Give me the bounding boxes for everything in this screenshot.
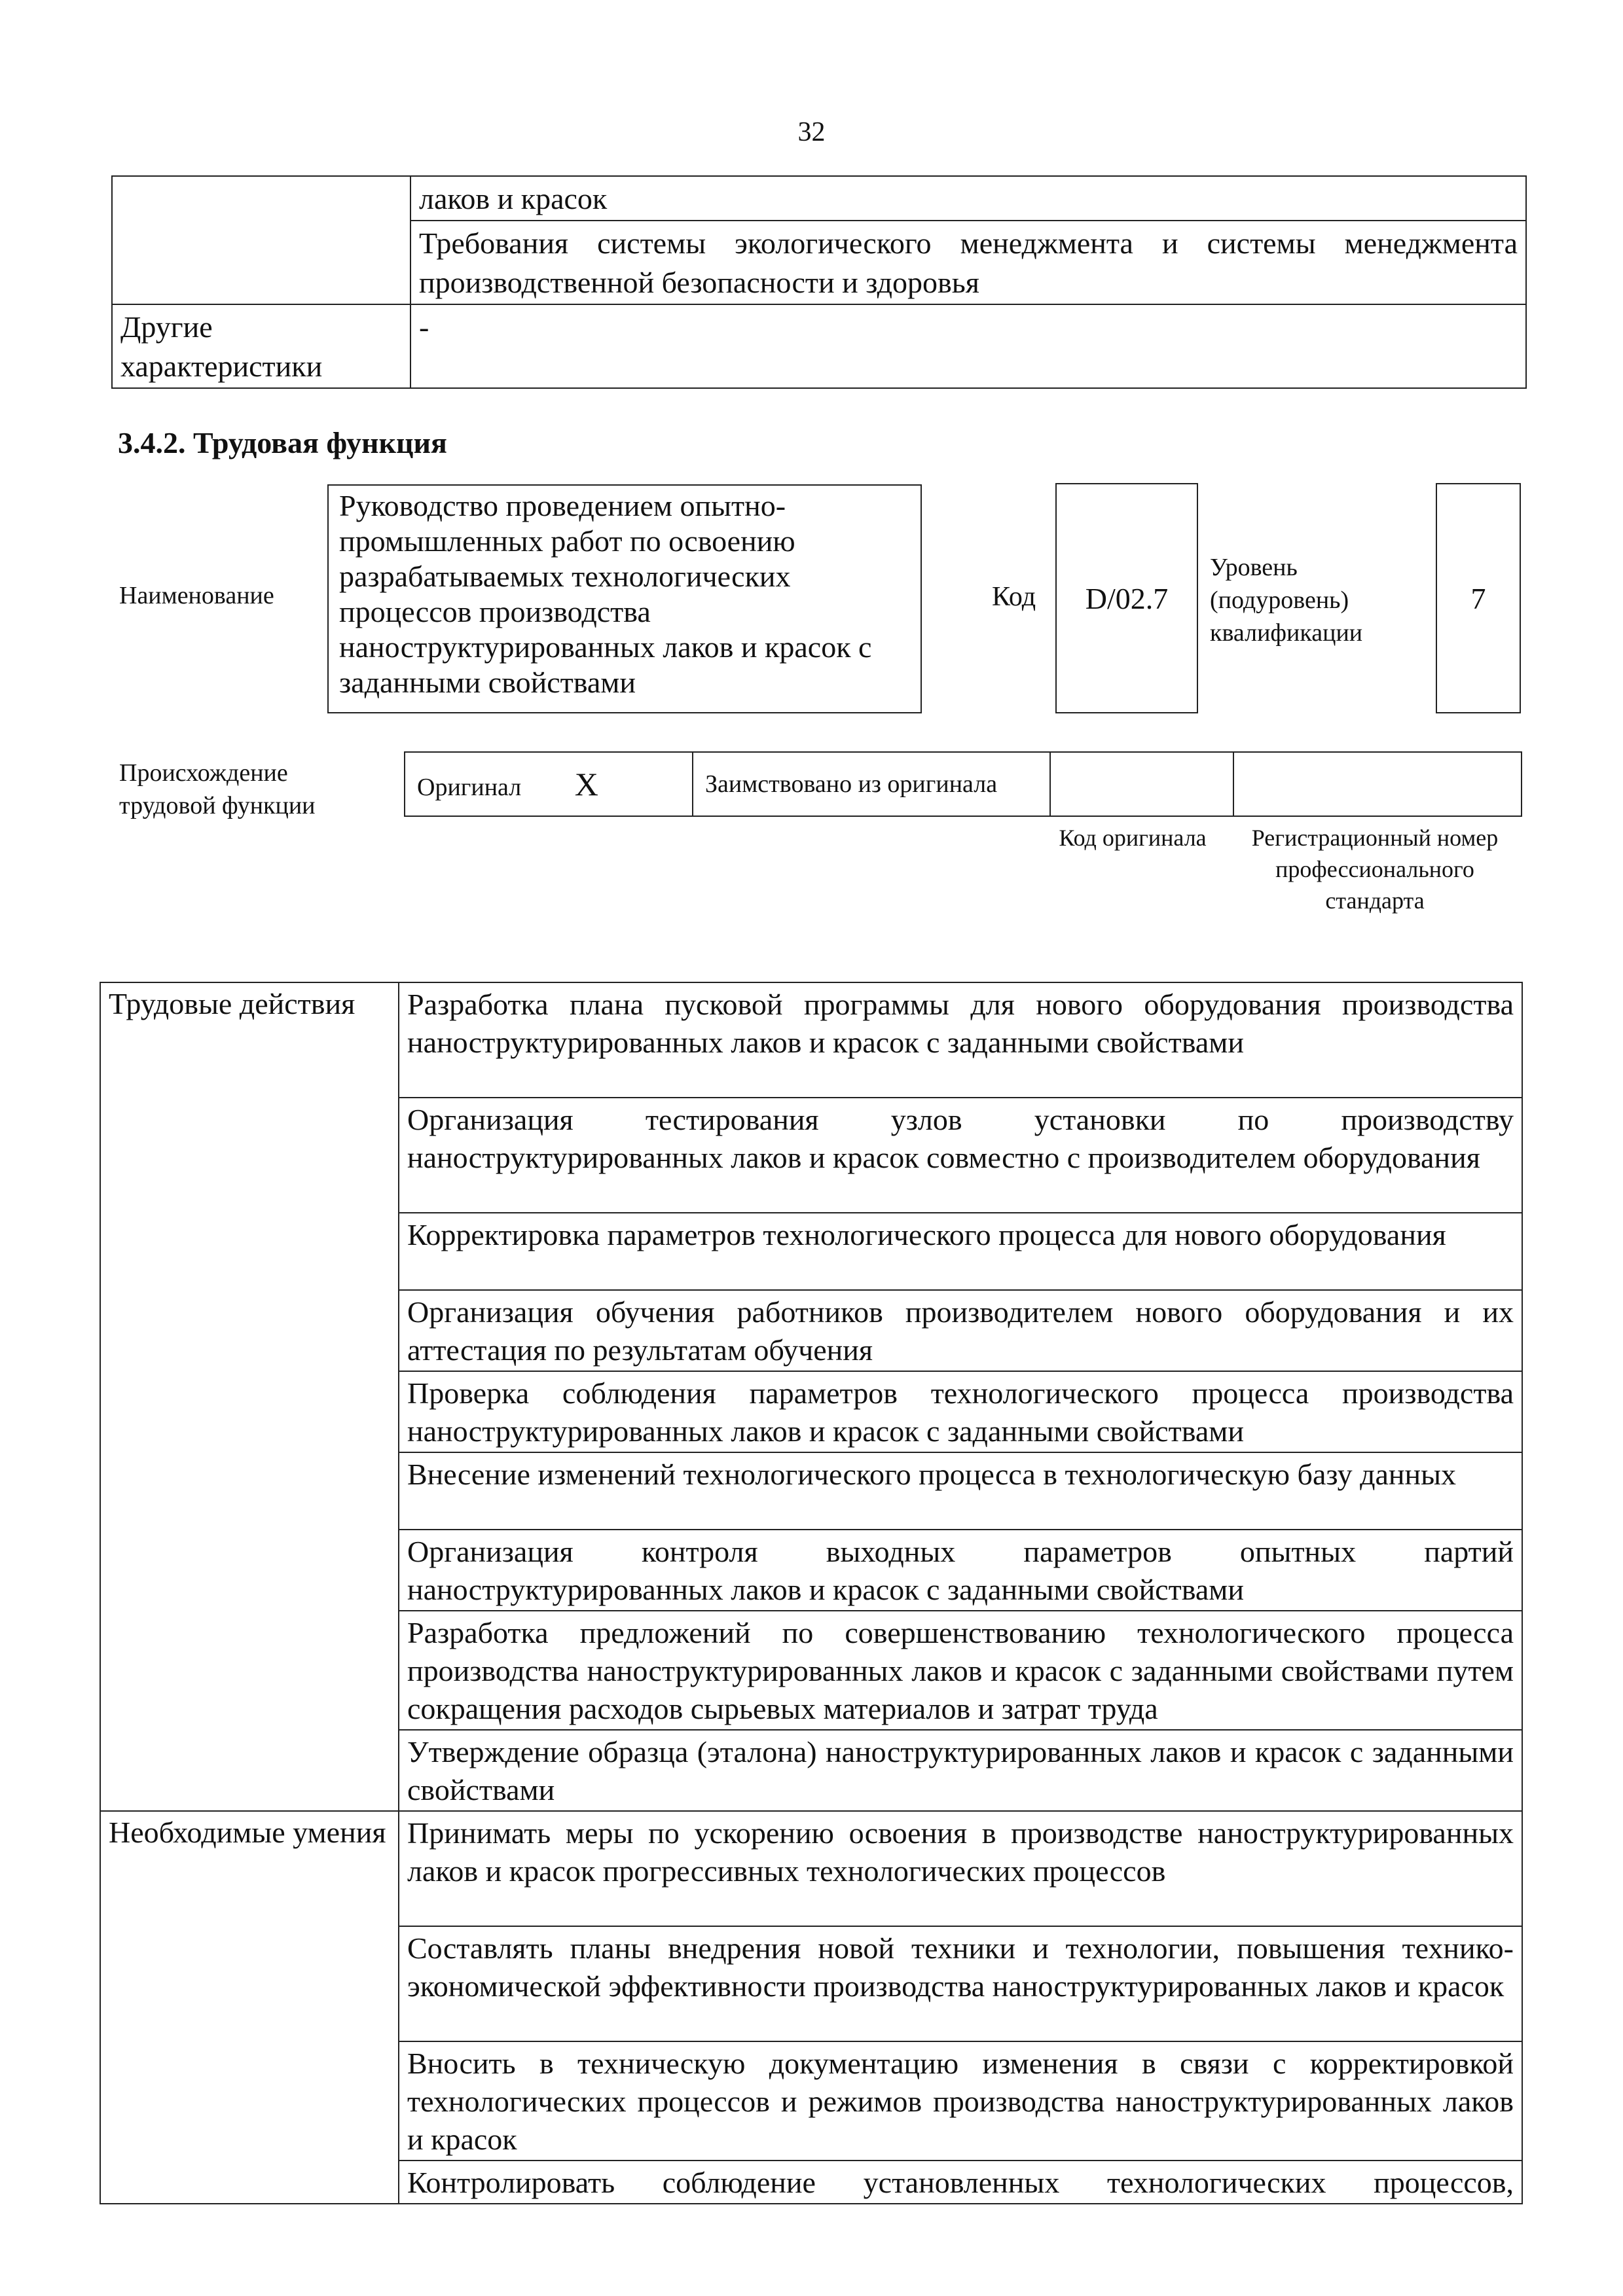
table-cell: Вносить в техническую документацию изменения в связи с корректировкой технологических процессов и режимов производства наноструктурированных лаков и красок	[399, 2041, 1522, 2161]
original-label: Оригинал	[417, 774, 522, 801]
reg-number-caption: Регистрационный номер профессионального стандарта	[1251, 825, 1499, 914]
code-original-caption: Код оригинала	[1059, 825, 1207, 851]
origin-reg-cell	[1233, 752, 1522, 816]
original-mark: X	[574, 766, 598, 802]
table-row	[112, 176, 1526, 221]
table-row	[405, 752, 1522, 816]
table-cell: Внесение изменений технологического процесса в технологическую базу данных	[399, 1452, 1522, 1530]
table-cell: Организация контроля выходных параметров опытных партий наноструктурированных лаков и красок с заданными свойствами	[399, 1530, 1522, 1611]
group-label-skills: Необходимые умения	[100, 1811, 399, 2204]
origin-borrowed-label: Заимствовано из оригинала	[693, 752, 1050, 816]
table-row	[100, 982, 1522, 1098]
table-cell: Проверка соблюдения параметров технологического процесса производства наноструктурированных лаков и красок с заданными свойствами	[399, 1371, 1522, 1452]
origin-label: Происхождение трудовой функции	[119, 759, 316, 819]
table-cell: Составлять планы внедрения новой техники и технологии, повышения технико-экономической эффективности производства наноструктурированных лаков и красок	[399, 1926, 1522, 2041]
table-row	[112, 304, 1526, 388]
page-number: 32	[797, 117, 826, 147]
level-label: Уровень (подуровень) квалификации	[1210, 554, 1363, 647]
table-cell: Утверждение образца (эталона) наноструктурированных лаков и красок с заданными свойствами	[399, 1730, 1522, 1811]
group-label-actions: Трудовые действия	[100, 982, 399, 1811]
top-table-cell: -	[410, 304, 1526, 388]
section-title: 3.4.2. Трудовая функция	[118, 426, 447, 459]
table-cell: Организация обучения работников производителем нового оборудования и их аттестация по результатам обучения	[399, 1290, 1522, 1371]
table-cell: Корректировка параметров технологического процесса для нового оборудования	[399, 1213, 1522, 1290]
name-label: Наименование	[119, 582, 274, 609]
code-value-box	[1055, 483, 1198, 713]
table-row	[100, 1811, 1522, 1926]
origin-table	[404, 751, 1522, 817]
top-table-label-empty	[112, 176, 410, 304]
main-table	[100, 982, 1523, 2204]
top-table	[111, 175, 1527, 389]
top-table-cell: Требования системы экологического менеджмента и системы менеджмента производственной безопасности и здоровья	[410, 221, 1526, 304]
level-value-box	[1436, 483, 1521, 713]
table-cell: Разработка плана пусковой программы для нового оборудования производства наноструктурированных лаков и красок с заданными свойствами	[399, 982, 1522, 1098]
code-value: D/02.7	[1085, 581, 1169, 615]
top-table-label: Другие характеристики	[112, 304, 410, 388]
top-table-cell: лаков и красок	[410, 176, 1526, 221]
table-cell: Принимать меры по ускорению освоения в производстве наноструктурированных лаков и красок прогрессивных технологических процессов	[399, 1811, 1522, 1926]
table-cell: Организация тестирования узлов установки по производству наноструктурированных лаков и красок совместно с производителем оборудования	[399, 1098, 1522, 1213]
level-value: 7	[1470, 581, 1486, 615]
origin-code-cell	[1050, 752, 1233, 816]
table-cell: Контролировать соблюдение установленных технологических процессов,	[399, 2161, 1522, 2204]
table-cell: Разработка предложений по совершенствованию технологического процесса производства наноструктурированных лаков и красок с заданными свойствами путем сокращения расходов сырьевых материалов и затрат труда	[399, 1611, 1522, 1730]
origin-original-cell	[405, 752, 693, 816]
function-name-box: Руководство проведением опытно-промышленных работ по освоению разрабатываемых технологических процессов производства наноструктурированных лаков и красок с заданными свойствами	[327, 484, 922, 713]
code-label: Код	[992, 582, 1036, 612]
